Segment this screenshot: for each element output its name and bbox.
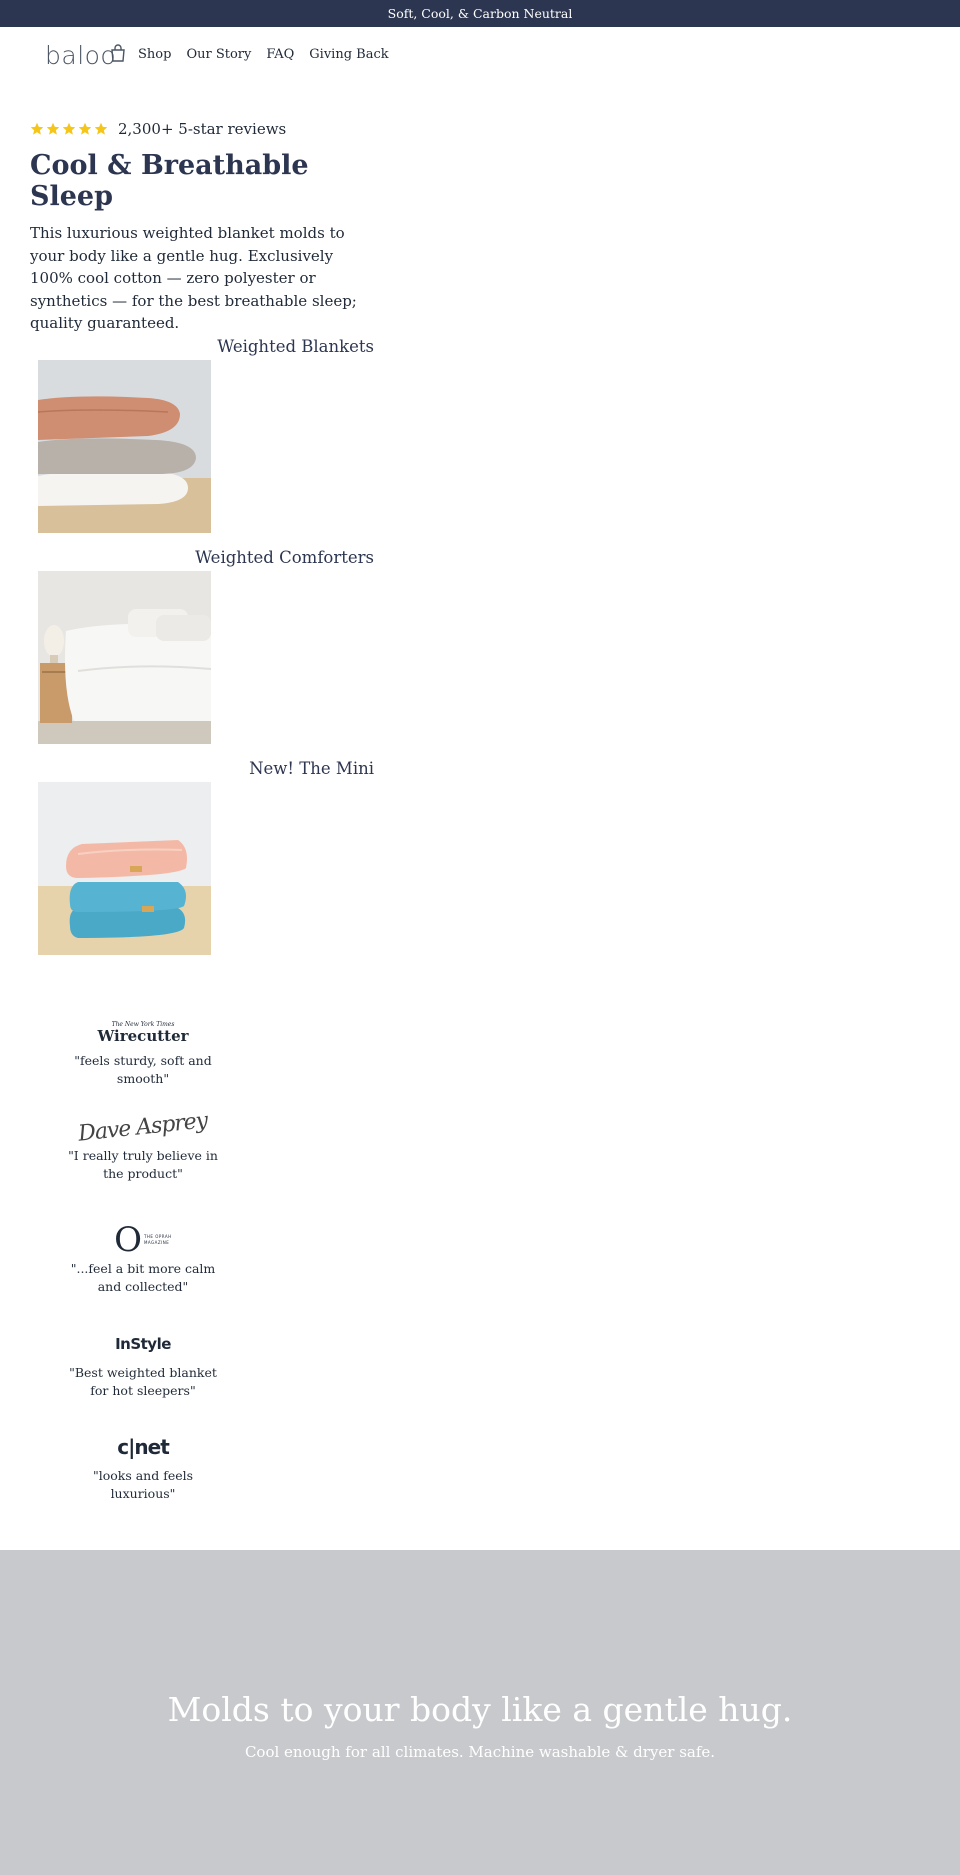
- mini-blankets-stack-photo[interactable]: [38, 782, 211, 955]
- press-quote: "...feel a bit more calm and collected": [70, 1261, 216, 1294]
- nav-shop[interactable]: Shop: [138, 47, 172, 62]
- oprah-magazine-logo: [68, 1220, 218, 1260]
- category-title[interactable]: Weighted Comforters: [195, 548, 374, 567]
- star-icon: [30, 122, 44, 136]
- main-nav: [138, 47, 404, 62]
- press-item-cnet: [68, 1427, 218, 1503]
- star-icon: [46, 122, 60, 136]
- category-weighted-blankets[interactable]: [38, 336, 374, 537]
- signature-text: Dave Asprey: [77, 1107, 209, 1147]
- press-quote: "Best weighted blanket for hot sleepers": [69, 1365, 217, 1398]
- instyle-logo: [68, 1324, 218, 1364]
- star-rating: [30, 122, 108, 136]
- folded-blankets-photo[interactable]: [38, 360, 211, 533]
- announcement-text: Soft, Cool, & Carbon Neutral: [387, 6, 573, 21]
- hero-description: This luxurious weighted blanket molds to your body like a gentle hug. Exclusively 100% cool cotton — zero polyester or synthetics — for the best breathable sleep; quality guaranteed.: [30, 224, 357, 332]
- brand-logo[interactable]: baloo: [45, 40, 117, 70]
- announcement-bar: [0, 0, 960, 27]
- press-item-instyle: [68, 1324, 218, 1400]
- press-quote: "looks and feels luxurious": [92, 1468, 194, 1501]
- star-icon: [94, 122, 108, 136]
- star-icon: [78, 122, 92, 136]
- banner-subtitle: Cool enough for all climates. Machine washable & dryer safe.: [244, 1743, 716, 1761]
- wirecutter-logo-text: Wirecutter: [97, 1026, 189, 1045]
- instyle-logo-text: InStyle: [115, 1335, 171, 1353]
- wirecutter-logo: [68, 1012, 218, 1052]
- star-icon: [62, 122, 76, 136]
- reviews-count-text: 2,300+ 5-star reviews: [118, 120, 287, 138]
- o-logo-subtext: THE OPRAH MAGAZINE: [143, 1234, 172, 1245]
- nav-faq[interactable]: FAQ: [266, 47, 295, 62]
- category-weighted-comforters[interactable]: [38, 547, 374, 748]
- nyt-logo-text: The New York Times: [111, 1020, 175, 1028]
- press-quote: "feels sturdy, soft and smooth": [74, 1053, 212, 1086]
- category-title[interactable]: New! The Mini: [249, 759, 374, 778]
- reviews-summary[interactable]: [30, 118, 370, 140]
- o-logo-letter: O: [114, 1220, 142, 1260]
- press-item-wirecutter: [68, 1012, 218, 1088]
- hero-section: [30, 118, 370, 335]
- nav-giving-back[interactable]: Giving Back: [309, 47, 389, 62]
- bedroom-comforter-photo[interactable]: [38, 571, 211, 744]
- hero-title: Cool & Breathable Sleep: [30, 150, 309, 212]
- nav-our-story[interactable]: Our Story: [186, 47, 252, 62]
- dave-asprey-signature: [68, 1107, 218, 1147]
- press-item-dave-asprey: [68, 1107, 218, 1183]
- hero-banner: [0, 1550, 960, 1875]
- shopping-bag-icon[interactable]: [110, 44, 126, 62]
- press-item-oprah: [68, 1220, 218, 1296]
- cnet-logo-text: c|net: [117, 1435, 169, 1459]
- category-the-mini[interactable]: [38, 758, 374, 959]
- category-title[interactable]: Weighted Blankets: [217, 337, 374, 356]
- press-quote: "I really truly believe in the product": [68, 1148, 218, 1181]
- banner-title: Molds to your body like a gentle hug.: [167, 1690, 793, 1729]
- site-header: [0, 27, 960, 87]
- cnet-logo: [68, 1427, 218, 1467]
